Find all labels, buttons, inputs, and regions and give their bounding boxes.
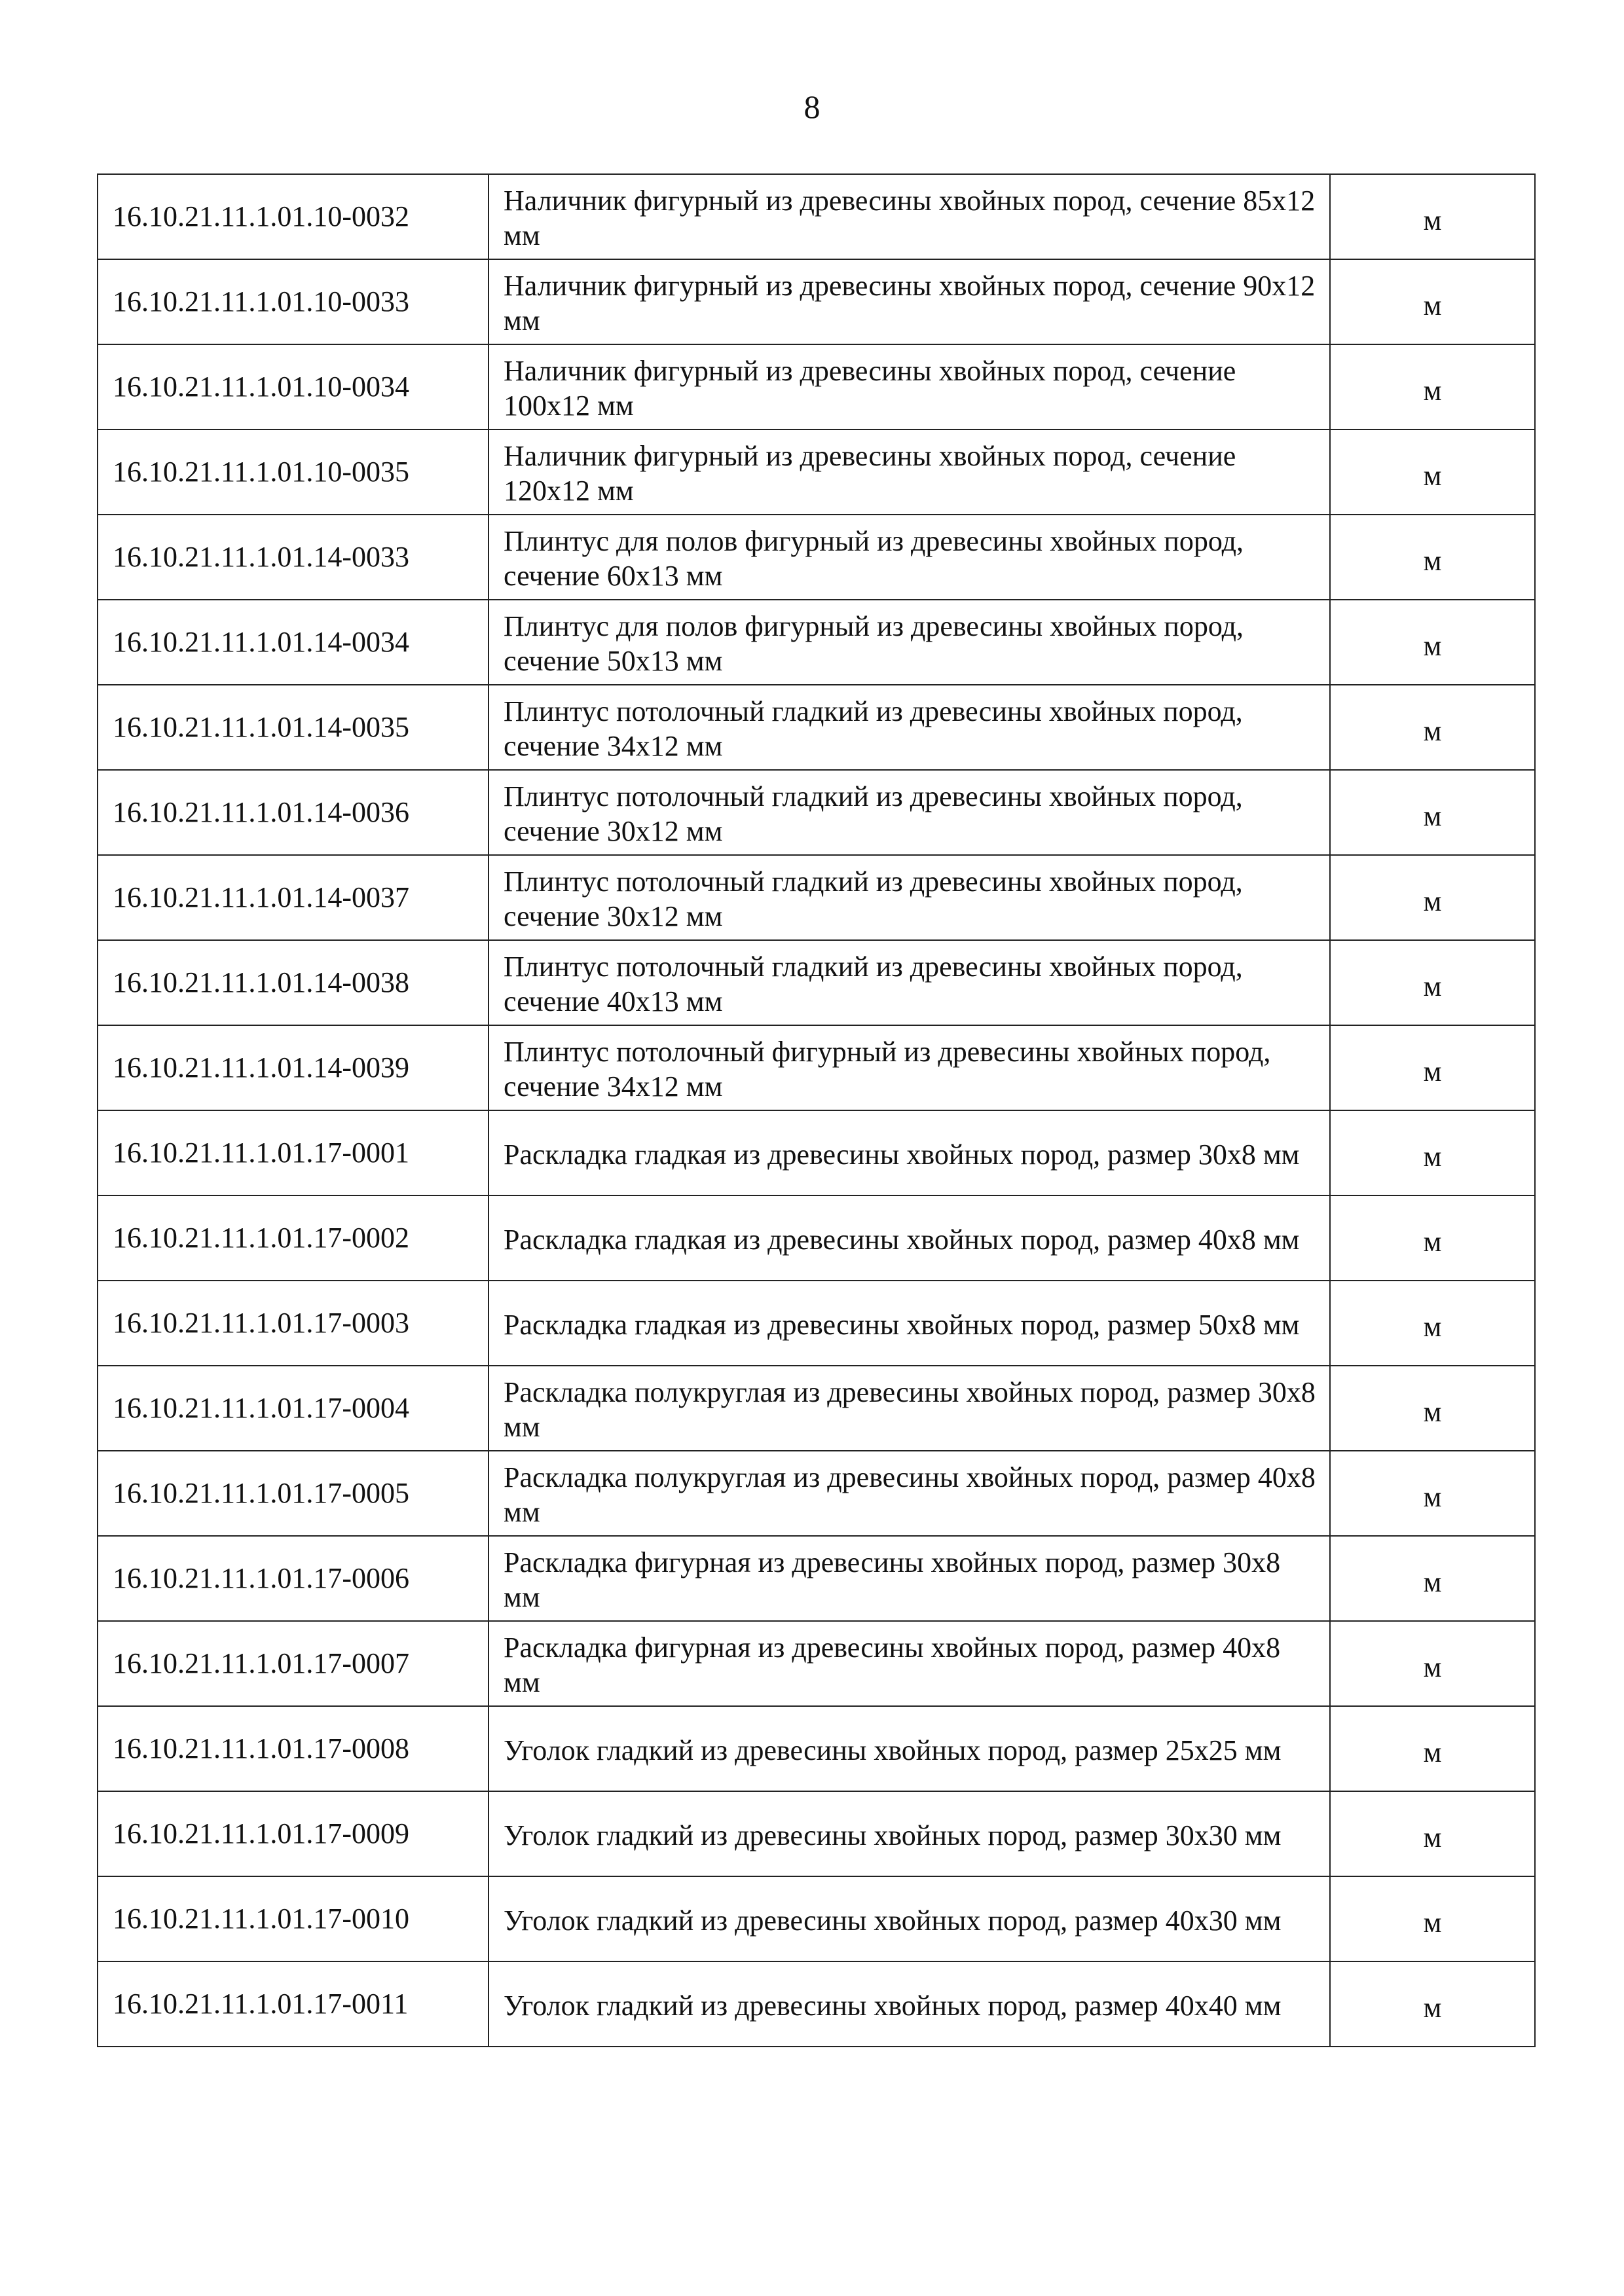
table-row bbox=[98, 1025, 1535, 1110]
unit-cell: м bbox=[1330, 344, 1535, 429]
resource-code-cell: 16.10.21.11.1.01.17-0004 bbox=[98, 1366, 489, 1451]
unit-cell: м bbox=[1330, 1025, 1535, 1110]
unit-cell: м bbox=[1330, 1706, 1535, 1791]
resource-code-cell: 16.10.21.11.1.01.14-0039 bbox=[98, 1025, 489, 1110]
resource-code-cell: 16.10.21.11.1.01.17-0011 bbox=[98, 1961, 489, 2047]
resource-name-cell: Наличник фигурный из древесины хвойных пород, сечение 120х12 мм bbox=[489, 429, 1330, 515]
unit-cell: м bbox=[1330, 1110, 1535, 1195]
resource-code-cell: 16.10.21.11.1.01.14-0037 bbox=[98, 855, 489, 940]
resource-name-cell: Плинтус для полов фигурный из древесины хвойных пород, сечение 60х13 мм bbox=[489, 515, 1330, 600]
unit-cell: м bbox=[1330, 1621, 1535, 1706]
table-row bbox=[98, 344, 1535, 429]
resource-code-cell: 16.10.21.11.1.01.17-0009 bbox=[98, 1791, 489, 1876]
resource-code-cell: 16.10.21.11.1.01.10-0034 bbox=[98, 344, 489, 429]
resource-name-cell: Уголок гладкий из древесины хвойных пород, размер 30х30 мм bbox=[489, 1791, 1330, 1876]
resource-code-cell: 16.10.21.11.1.01.17-0003 bbox=[98, 1281, 489, 1366]
resource-name-cell: Раскладка гладкая из древесины хвойных пород, размер 40х8 мм bbox=[489, 1195, 1330, 1281]
unit-cell: м bbox=[1330, 1961, 1535, 2047]
unit-cell: м bbox=[1330, 515, 1535, 600]
resource-code-cell: 16.10.21.11.1.01.10-0035 bbox=[98, 429, 489, 515]
resource-code-cell: 16.10.21.11.1.01.14-0035 bbox=[98, 685, 489, 770]
table-row bbox=[98, 1961, 1535, 2047]
table-row bbox=[98, 429, 1535, 515]
resource-name-cell: Наличник фигурный из древесины хвойных пород, сечение 85х12 мм bbox=[489, 174, 1330, 259]
resource-code-cell: 16.10.21.11.1.01.17-0006 bbox=[98, 1536, 489, 1621]
table-row bbox=[98, 940, 1535, 1025]
table-row bbox=[98, 1451, 1535, 1536]
unit-cell: м bbox=[1330, 1536, 1535, 1621]
resource-name-cell: Уголок гладкий из древесины хвойных пород, размер 25х25 мм bbox=[489, 1706, 1330, 1791]
unit-cell: м bbox=[1330, 1366, 1535, 1451]
resource-name-cell: Плинтус потолочный фигурный из древесины хвойных пород, сечение 34х12 мм bbox=[489, 1025, 1330, 1110]
table-row bbox=[98, 1621, 1535, 1706]
unit-cell: м bbox=[1330, 259, 1535, 344]
resource-code-cell: 16.10.21.11.1.01.14-0034 bbox=[98, 600, 489, 685]
unit-cell: м bbox=[1330, 600, 1535, 685]
resource-name-cell: Плинтус потолочный гладкий из древесины хвойных пород, сечение 40х13 мм bbox=[489, 940, 1330, 1025]
resource-code-cell: 16.10.21.11.1.01.14-0036 bbox=[98, 770, 489, 855]
catalog-table bbox=[97, 173, 1536, 2047]
resource-name-cell: Раскладка полукруглая из древесины хвойных пород, размер 30х8 мм bbox=[489, 1366, 1330, 1451]
resource-code-cell: 16.10.21.11.1.01.14-0033 bbox=[98, 515, 489, 600]
resource-name-cell: Плинтус потолочный гладкий из древесины хвойных пород, сечение 30х12 мм bbox=[489, 855, 1330, 940]
table-row bbox=[98, 1536, 1535, 1621]
resource-name-cell: Уголок гладкий из древесины хвойных пород, размер 40х40 мм bbox=[489, 1961, 1330, 2047]
unit-cell: м bbox=[1330, 1876, 1535, 1961]
table-row bbox=[98, 515, 1535, 600]
resource-name-cell: Плинтус потолочный гладкий из древесины хвойных пород, сечение 30х12 мм bbox=[489, 770, 1330, 855]
resource-code-cell: 16.10.21.11.1.01.17-0002 bbox=[98, 1195, 489, 1281]
resource-name-cell: Раскладка гладкая из древесины хвойных пород, размер 50х8 мм bbox=[489, 1281, 1330, 1366]
table-row bbox=[98, 685, 1535, 770]
resource-name-cell: Плинтус потолочный гладкий из древесины хвойных пород, сечение 34х12 мм bbox=[489, 685, 1330, 770]
unit-cell: м bbox=[1330, 1195, 1535, 1281]
resource-name-cell: Раскладка гладкая из древесины хвойных пород, размер 30х8 мм bbox=[489, 1110, 1330, 1195]
table-row bbox=[98, 174, 1535, 259]
page-number: 8 bbox=[803, 88, 821, 125]
table-row bbox=[98, 600, 1535, 685]
unit-cell: м bbox=[1330, 1791, 1535, 1876]
resource-code-cell: 16.10.21.11.1.01.14-0038 bbox=[98, 940, 489, 1025]
table-row bbox=[98, 1281, 1535, 1366]
resource-code-cell: 16.10.21.11.1.01.17-0008 bbox=[98, 1706, 489, 1791]
resource-name-cell: Наличник фигурный из древесины хвойных пород, сечение 90х12 мм bbox=[489, 259, 1330, 344]
table-row bbox=[98, 1110, 1535, 1195]
unit-cell: м bbox=[1330, 1281, 1535, 1366]
resource-code-cell: 16.10.21.11.1.01.17-0005 bbox=[98, 1451, 489, 1536]
resource-name-cell: Раскладка фигурная из древесины хвойных пород, размер 40х8 мм bbox=[489, 1621, 1330, 1706]
resource-code-cell: 16.10.21.11.1.01.17-0001 bbox=[98, 1110, 489, 1195]
unit-cell: м bbox=[1330, 429, 1535, 515]
unit-cell: м bbox=[1330, 685, 1535, 770]
unit-cell: м bbox=[1330, 940, 1535, 1025]
resource-code-cell: 16.10.21.11.1.01.17-0007 bbox=[98, 1621, 489, 1706]
resource-code-cell: 16.10.21.11.1.01.10-0032 bbox=[98, 174, 489, 259]
table-row bbox=[98, 1706, 1535, 1791]
unit-cell: м bbox=[1330, 1451, 1535, 1536]
table-row bbox=[98, 770, 1535, 855]
table-row bbox=[98, 1791, 1535, 1876]
resource-name-cell: Уголок гладкий из древесины хвойных пород, размер 40х30 мм bbox=[489, 1876, 1330, 1961]
catalog-table-body bbox=[98, 174, 1535, 2047]
table-row bbox=[98, 1876, 1535, 1961]
table-row bbox=[98, 1195, 1535, 1281]
resource-name-cell: Раскладка фигурная из древесины хвойных пород, размер 30х8 мм bbox=[489, 1536, 1330, 1621]
resource-code-cell: 16.10.21.11.1.01.10-0033 bbox=[98, 259, 489, 344]
resource-name-cell: Раскладка полукруглая из древесины хвойных пород, размер 40х8 мм bbox=[489, 1451, 1330, 1536]
table-row bbox=[98, 1366, 1535, 1451]
unit-cell: м bbox=[1330, 770, 1535, 855]
unit-cell: м bbox=[1330, 174, 1535, 259]
resource-name-cell: Плинтус для полов фигурный из древесины хвойных пород, сечение 50х13 мм bbox=[489, 600, 1330, 685]
resource-name-cell: Наличник фигурный из древесины хвойных пород, сечение 100х12 мм bbox=[489, 344, 1330, 429]
resource-code-cell: 16.10.21.11.1.01.17-0010 bbox=[98, 1876, 489, 1961]
table-row bbox=[98, 855, 1535, 940]
table-row bbox=[98, 259, 1535, 344]
unit-cell: м bbox=[1330, 855, 1535, 940]
